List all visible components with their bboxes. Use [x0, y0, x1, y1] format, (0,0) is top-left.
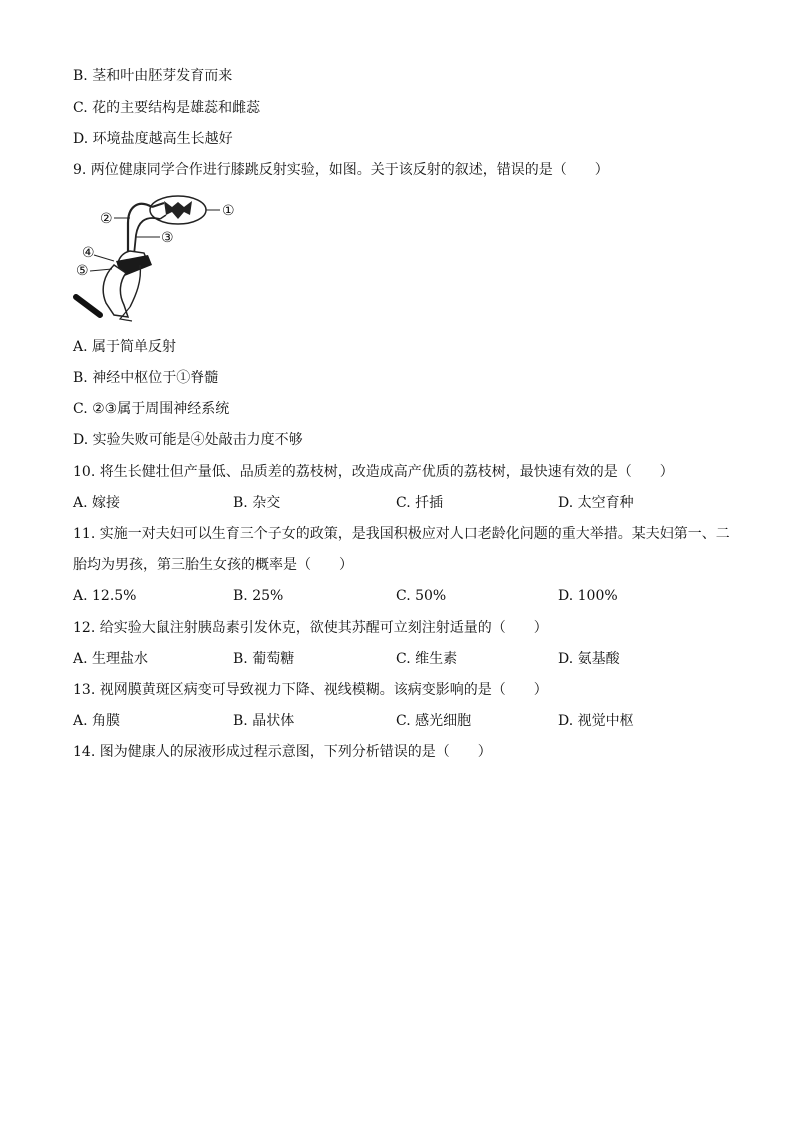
q9-option-d: D. 实验失败可能是④处敲击力度不够: [73, 432, 303, 448]
figure-label-3: ③: [161, 230, 174, 246]
q12-option-a: A. 生理盐水: [73, 651, 149, 667]
q9-option-b: B. 神经中枢位于①脊髓: [73, 370, 219, 386]
q10-option-d: D. 太空育种: [558, 495, 634, 511]
figure-label-4: ④: [82, 245, 95, 261]
q10-stem: 10. 将生长健壮但产量低、品质差的荔枝树，改造成高产优质的荔枝树，最快速有效的是（ ）: [73, 464, 674, 480]
q13-option-a: A. 角膜: [73, 713, 121, 729]
q9-stem: 9. 两位健康同学合作进行膝跳反射实验，如图。关于该反射的叙述，错误的是（ ）: [73, 162, 609, 178]
q13-option-c: C. 感光细胞: [396, 713, 472, 729]
q11-option-a: A. 12.5%: [73, 588, 137, 604]
q8-option-c: C. 花的主要结构是雄蕊和雌蕊: [73, 100, 261, 116]
q9-option-a: A. 属于简单反射: [73, 339, 177, 355]
q11-option-c: C. 50%: [396, 588, 447, 604]
figure-label-1: ①: [222, 203, 235, 219]
q11-option-d: D. 100%: [558, 588, 618, 604]
q10-option-a: A. 嫁接: [73, 495, 121, 511]
q9-option-c: C. ②③属于周围神经系统: [73, 401, 230, 417]
q11-stem-line2: 胎均为男孩，第三胎生女孩的概率是（ ）: [73, 557, 353, 573]
figure-label-2: ②: [100, 211, 113, 227]
q13-option-d: D. 视觉中枢: [558, 713, 634, 729]
q10-option-c: C. 扦插: [396, 495, 444, 511]
figure-label-5: ⑤: [76, 263, 89, 279]
knee-jerk-reflex-figure: [70, 193, 250, 325]
q11-option-b: B. 25%: [233, 588, 284, 604]
q12-stem: 12. 给实验大鼠注射胰岛素引发休克，欲使其苏醒可立刻注射适量的（ ）: [73, 620, 548, 636]
q14-stem: 14. 图为健康人的尿液形成过程示意图，下列分析错误的是（ ）: [73, 744, 492, 760]
q11-stem-line1: 11. 实施一对夫妇可以生育三个子女的政策，是我国积极应对人口老龄化问题的重大举措。某夫妇第一、二: [73, 526, 730, 542]
q12-option-d: D. 氨基酸: [558, 651, 620, 667]
q13-option-b: B. 晶状体: [233, 713, 295, 729]
q8-option-b: B. 茎和叶由胚芽发育而来: [73, 68, 233, 84]
q12-option-c: C. 维生素: [396, 651, 458, 667]
q13-stem: 13. 视网膜黄斑区病变可导致视力下降、视线模糊。该病变影响的是（ ）: [73, 682, 548, 698]
q10-option-b: B. 杂交: [233, 495, 281, 511]
q12-option-b: B. 葡萄糖: [233, 651, 295, 667]
q8-option-d: D. 环境盐度越高生长越好: [73, 131, 233, 147]
